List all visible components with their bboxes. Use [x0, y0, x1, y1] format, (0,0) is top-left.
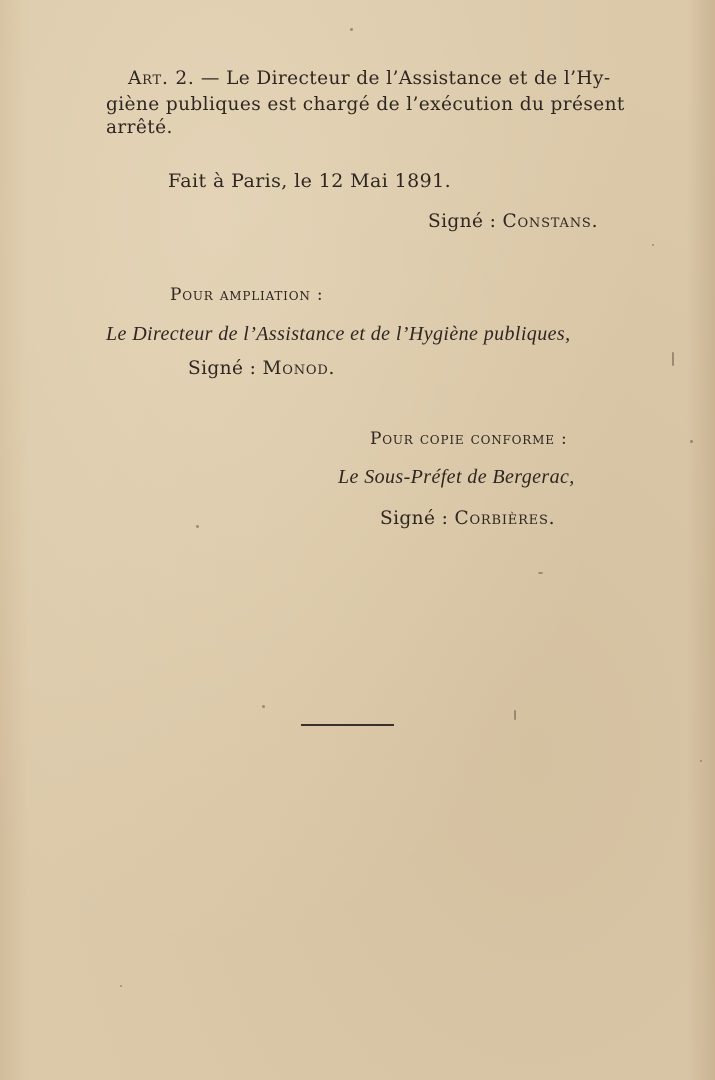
paper-speck — [652, 244, 654, 246]
copie-signed-name: Corbières. — [454, 508, 556, 529]
place-date: Fait à Paris, le 12 Mai 1891. — [168, 170, 452, 192]
paper-speck — [350, 28, 353, 31]
ampliation-signed-name: Monod. — [262, 358, 336, 379]
ampliation-signature — [188, 358, 335, 379]
paper-speck — [690, 440, 693, 443]
paper-speck — [700, 760, 702, 762]
copie-title: Le Sous-Préfet de Bergerac, — [338, 466, 575, 488]
ampliation-title: Le Directeur de l’Assistance et de l’Hygiène publiques, — [106, 323, 571, 345]
decree-signed-name: Constans. — [502, 211, 599, 232]
paper-speck — [672, 352, 674, 366]
copie-signed-prefix: Signé : — [380, 508, 449, 529]
article-label: Art. 2. — [128, 68, 195, 89]
paper-speck — [120, 985, 122, 987]
copie-heading: Pour copie conforme : — [370, 429, 568, 449]
ampliation-heading: Pour ampliation : — [170, 285, 324, 305]
paper-speck — [262, 705, 265, 708]
paper-speck — [196, 525, 199, 528]
article-line-1 — [128, 68, 610, 89]
closing-rule — [301, 724, 394, 726]
paper-speck — [514, 710, 516, 720]
article-text-1: — Le Directeur de l’Assistance et de l’Hy- — [200, 68, 611, 89]
copie-signature — [380, 508, 555, 529]
decree-signature — [428, 211, 598, 232]
paper-speck — [538, 572, 543, 574]
ampliation-signed-prefix: Signé : — [188, 358, 257, 379]
article-line-2: giène publiques est chargé de l’exécution du présent — [106, 94, 625, 115]
article-line-3: arrêté. — [106, 117, 173, 138]
decree-signed-prefix: Signé : — [428, 211, 497, 232]
